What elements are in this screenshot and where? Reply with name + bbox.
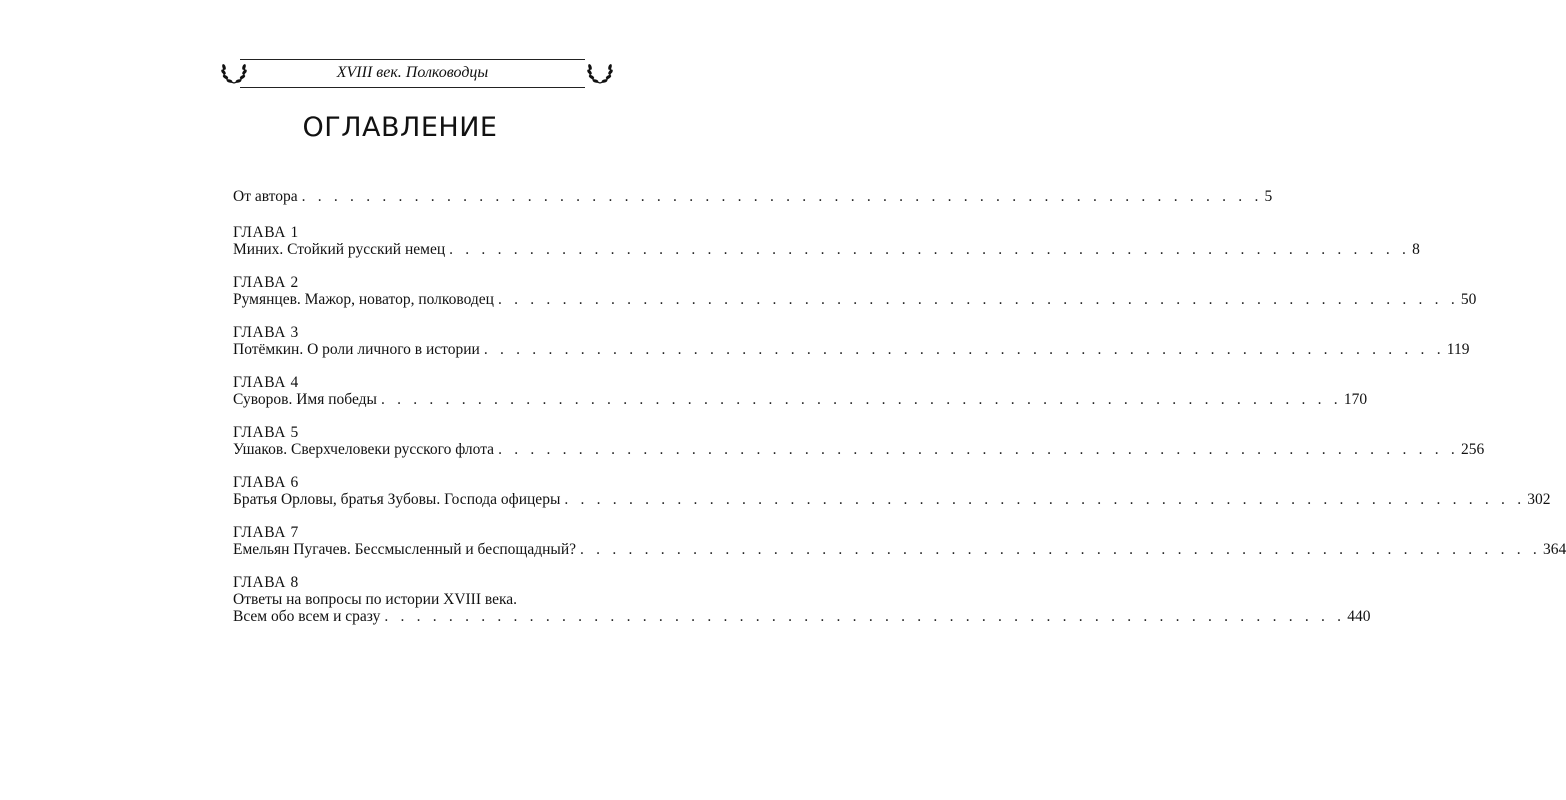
toc-page-number: 256 xyxy=(1461,441,1485,458)
dot-leader: . . . . . . . . . . . . . . . . . . . . . . . . . . . . . . . . . . . . . . . . . . . . . . . . . . . . . . . . . . . . xyxy=(384,608,1346,625)
toc-page-number: 364 xyxy=(1542,541,1566,558)
chapter-label: ГЛАВА 5 xyxy=(233,424,299,441)
toc-line xyxy=(233,188,1273,205)
chapter-label: ГЛАВА 1 xyxy=(233,224,299,241)
toc-page-number: 5 xyxy=(1264,188,1273,205)
running-head-top-rule xyxy=(240,59,585,60)
toc-line xyxy=(233,291,1477,308)
chapter-label: ГЛАВА 2 xyxy=(233,274,299,291)
dot-leader: . . . . . . . . . . . . . . . . . . . . . . . . . . . . . . . . . . . . . . . . . . . . . . . . . . . . . . . . . . . . xyxy=(580,541,1541,558)
dot-leader: . . . . . . . . . . . . . . . . . . . . . . . . . . . . . . . . . . . . . . . . . . . . . . . . . . . . . . . . . . . . xyxy=(449,241,1411,258)
toc-entry-title: Миних. Стойкий русский немец xyxy=(233,241,446,258)
toc-entry-chapter-6[interactable] xyxy=(233,474,1551,508)
toc-entry-title: Потёмкин. О роли личного в истории xyxy=(233,341,480,358)
page-title: ОГЛАВЛЕНИЕ xyxy=(302,112,498,143)
toc-line xyxy=(233,608,1371,625)
toc-entry-title-line-1: Ответы на вопросы по истории XVIII века. xyxy=(233,591,518,608)
toc-entry-title: Ушаков. Сверхчеловеки русского флота xyxy=(233,441,495,458)
dot-leader: . . . . . . . . . . . . . . . . . . . . . . . . . . . . . . . . . . . . . . . . . . . . . . . . . . . . . . . . . . . . xyxy=(497,291,1459,308)
toc-entry-title: Суворов. Имя победы xyxy=(233,391,377,408)
running-head-bottom-rule xyxy=(240,87,585,88)
toc-entry-foreword[interactable] xyxy=(233,188,1273,205)
dot-leader: . . . . . . . . . . . . . . . . . . . . . . . . . . . . . . . . . . . . . . . . . . . . . . . . . . . . . . . . . . . . xyxy=(564,491,1526,508)
laurel-wreath-icon xyxy=(585,60,615,86)
toc-line xyxy=(233,541,1566,558)
chapter-label: ГЛАВА 6 xyxy=(233,474,299,491)
dot-leader: . . . . . . . . . . . . . . . . . . . . . . . . . . . . . . . . . . . . . . . . . . . . . . . . . . . . . . . . . . . . xyxy=(498,441,1459,458)
chapter-label: ГЛАВА 8 xyxy=(233,574,299,591)
toc-page-number: 440 xyxy=(1347,608,1371,625)
toc-entry-chapter-4[interactable] xyxy=(233,374,1368,408)
toc-line xyxy=(233,441,1485,458)
chapter-label: ГЛАВА 3 xyxy=(233,324,299,341)
dot-leader: . . . . . . . . . . . . . . . . . . . . . . . . . . . . . . . . . . . . . . . . . . . . . . . . . . . . . . . . . . . . xyxy=(483,341,1445,358)
toc-entry-chapter-1[interactable] xyxy=(233,224,1420,258)
toc-line xyxy=(233,391,1368,408)
toc-page-number: 170 xyxy=(1343,391,1368,408)
toc-line xyxy=(233,341,1470,358)
toc-line xyxy=(233,491,1551,508)
toc-entry-chapter-8[interactable] xyxy=(233,574,1371,625)
chapter-label: ГЛАВА 7 xyxy=(233,524,299,541)
running-head: XVIII век. Полководцы xyxy=(336,64,489,81)
toc-entry-chapter-7[interactable] xyxy=(233,524,1566,558)
toc-entry-title: Румянцев. Мажор, новатор, полководец xyxy=(233,291,494,308)
toc-entry-chapter-2[interactable] xyxy=(233,274,1477,308)
toc-entry-title: Емельян Пугачев. Бессмысленный и беспощадный? xyxy=(233,541,577,558)
toc-entry-chapter-5[interactable] xyxy=(233,424,1485,458)
dot-leader: . . . . . . . . . . . . . . . . . . . . . . . . . . . . . . . . . . . . . . . . . . . . . . . . . . . . . . . . . . . . xyxy=(380,391,1342,408)
toc-entry-title: Всем обо всем и сразу xyxy=(233,608,381,625)
dot-leader: . . . . . . . . . . . . . . . . . . . . . . . . . . . . . . . . . . . . . . . . . . . . . . . . . . . . . . . . . . . . xyxy=(301,188,1263,205)
toc-page-number: 302 xyxy=(1527,491,1551,508)
table-of-contents xyxy=(233,188,1566,641)
toc-entry-title: Братья Орловы, братья Зубовы. Господа офицеры xyxy=(233,491,561,508)
toc-entry-title: От автора xyxy=(233,188,298,205)
toc-line xyxy=(233,241,1420,258)
toc-page-number: 119 xyxy=(1446,341,1470,358)
toc-page-number: 8 xyxy=(1412,241,1420,258)
toc-page-number: 50 xyxy=(1460,291,1477,308)
toc-entry-chapter-3[interactable] xyxy=(233,324,1470,358)
laurel-wreath-icon xyxy=(219,60,249,86)
chapter-label: ГЛАВА 4 xyxy=(233,374,299,391)
